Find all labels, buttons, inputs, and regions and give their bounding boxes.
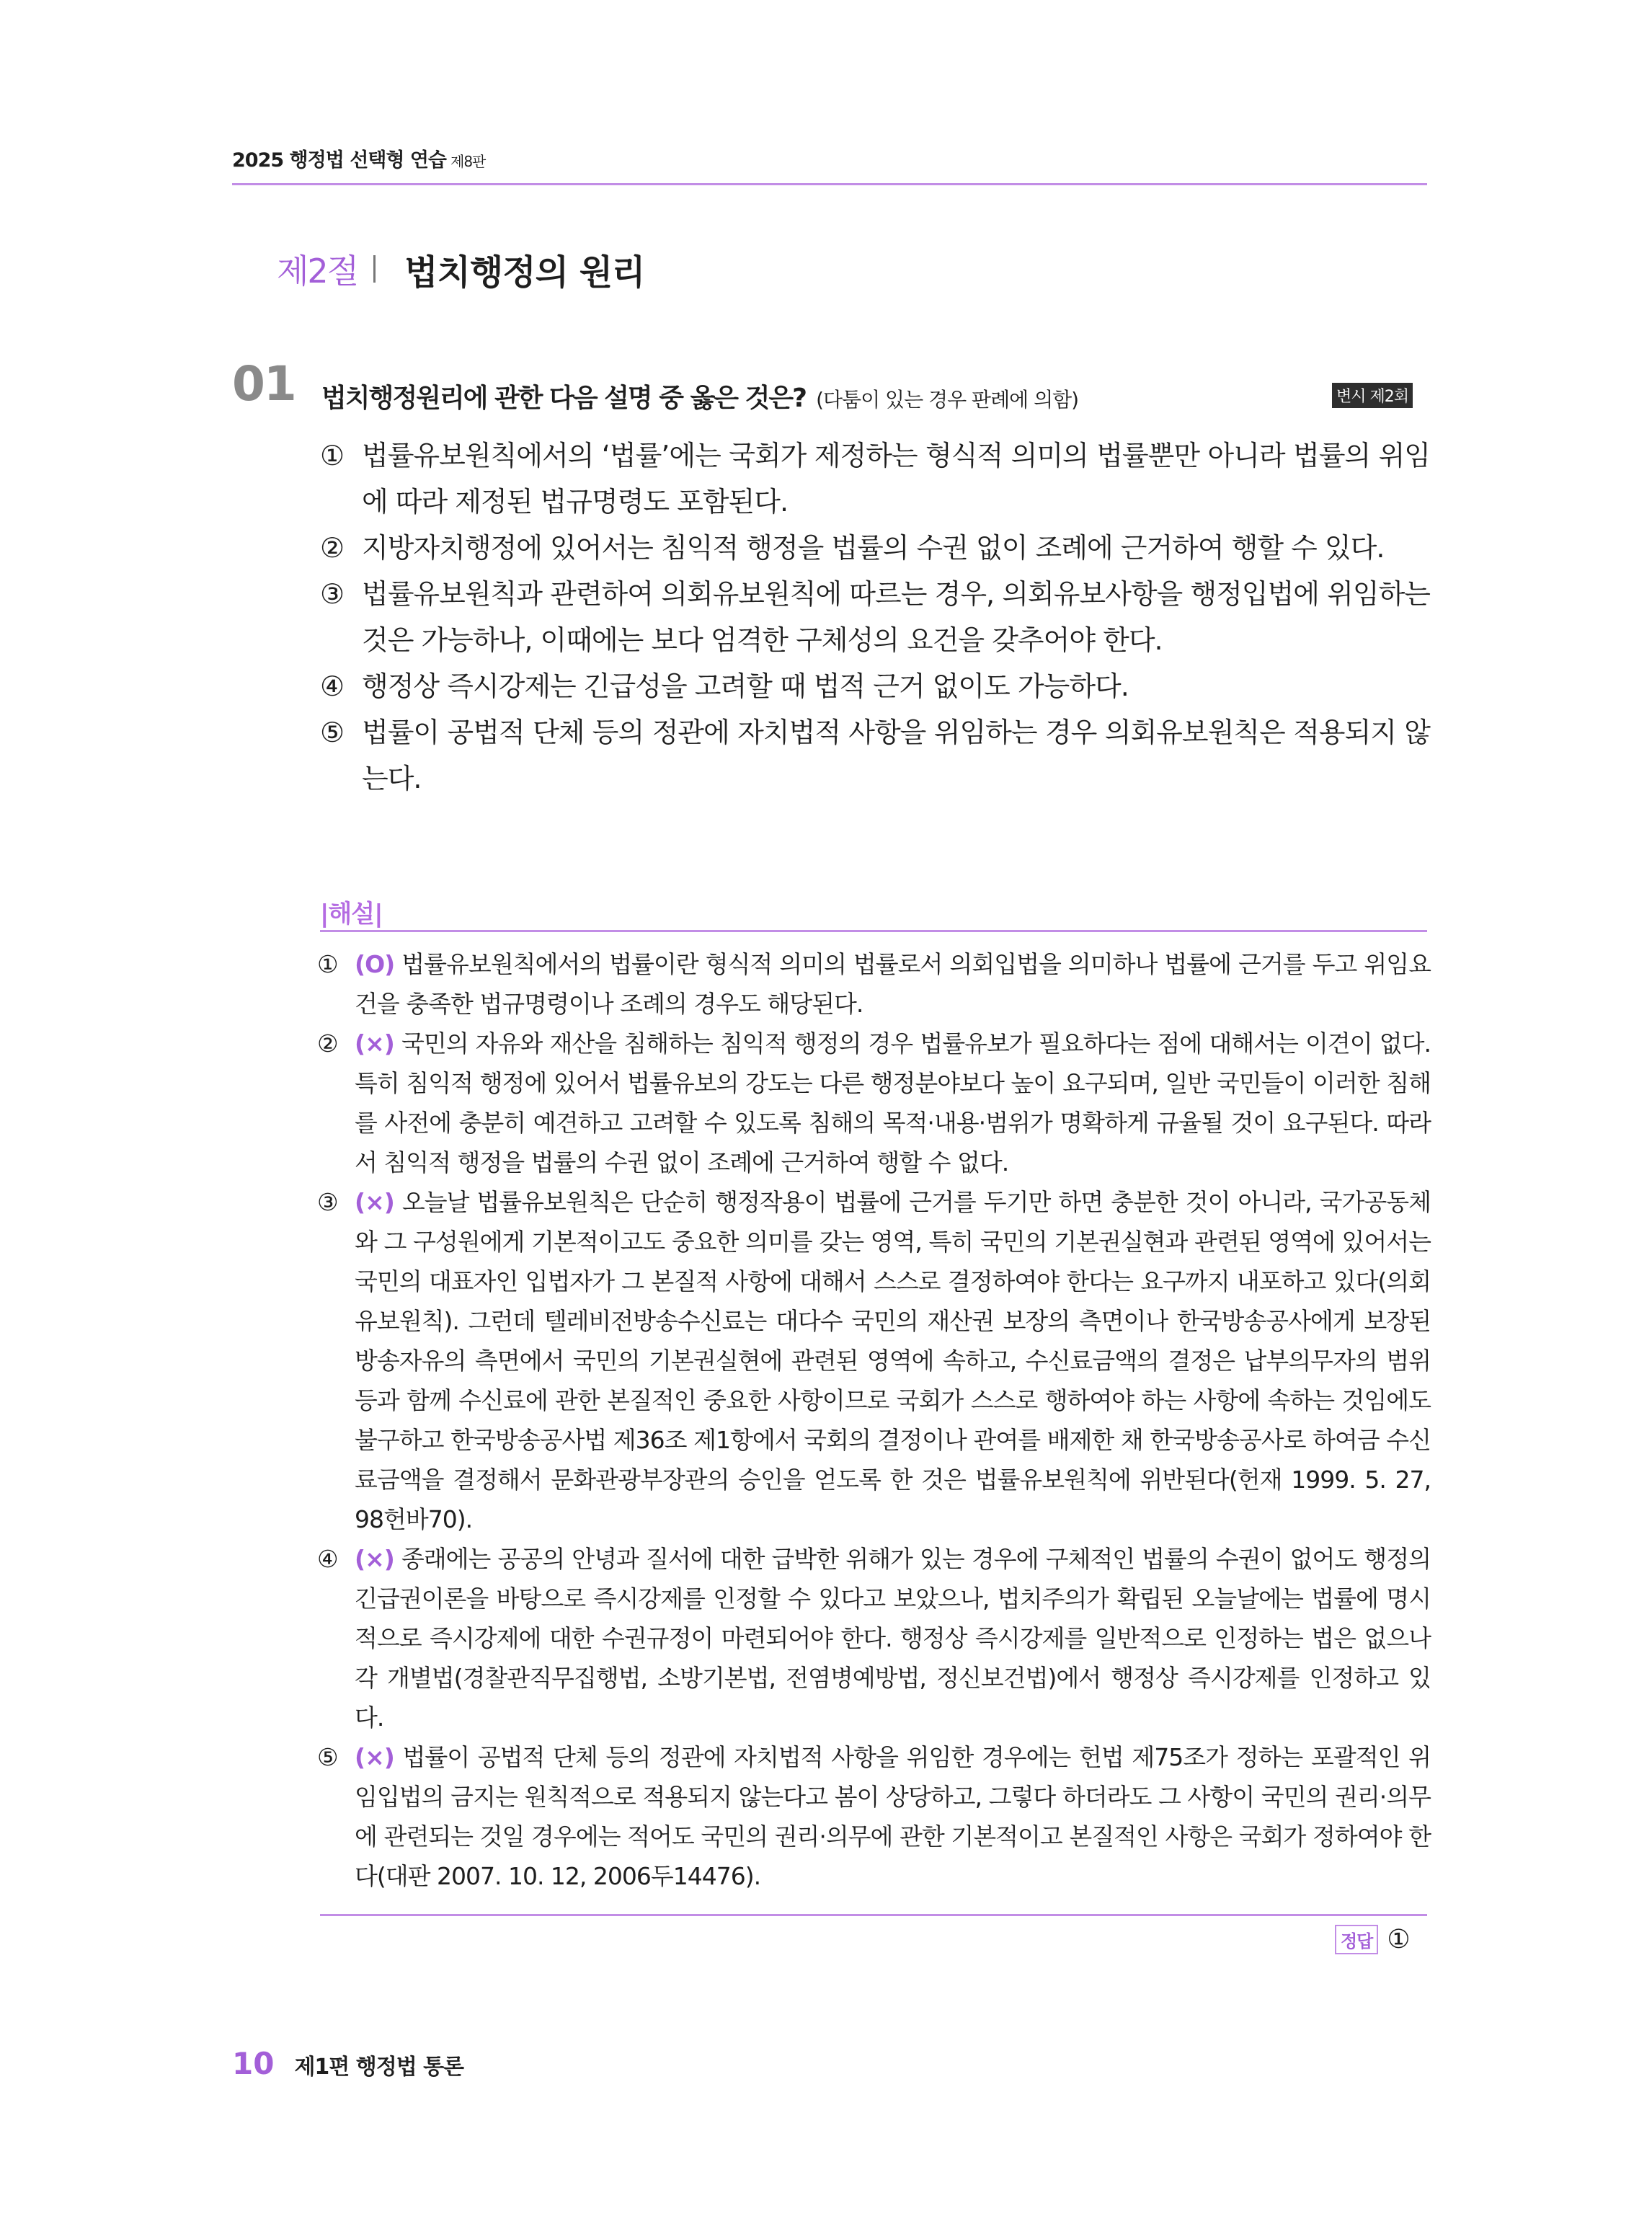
explanation-mark: ② bbox=[317, 1029, 338, 1058]
part-title: 제1편 행정법 통론 bbox=[294, 2055, 464, 2080]
section-title: 법치행정의 원리 bbox=[404, 252, 645, 293]
verdict-label: (×) bbox=[355, 1545, 394, 1573]
explanation-mark: ① bbox=[317, 950, 338, 978]
verdict-label: (×) bbox=[355, 1743, 394, 1771]
explanation-mark: ③ bbox=[317, 1188, 338, 1216]
option-mark: ② bbox=[320, 532, 345, 564]
option-text: 법률유보원칙과 관련하여 의회유보원칙에 따르는 경우, 의회유보사항을 행정입법에 위임하는 것은 가능하나, 이때에는 보다 엄격한 구체성의 요건을 갖추어야 한다. bbox=[362, 578, 1430, 656]
question-stem bbox=[321, 378, 1078, 415]
explanation-label: |해설| bbox=[320, 900, 383, 929]
explanation-body bbox=[355, 1539, 1431, 1737]
option-2 bbox=[320, 525, 1430, 571]
option-3 bbox=[320, 571, 1430, 663]
option-mark: ① bbox=[320, 440, 345, 471]
explanation-body bbox=[355, 1737, 1431, 1896]
option-text: 지방자치행정에 있어서는 침익적 행정을 법률의 수권 없이 조례에 근거하여 행할 수 있다. bbox=[362, 532, 1385, 564]
explanation-list bbox=[317, 944, 1431, 1896]
option-text: 행정상 즉시강제는 긴급성을 고려할 때 법적 근거 없이도 가능하다. bbox=[362, 670, 1129, 702]
option-text: 법률유보원칙에서의 ‘법률’에는 국회가 제정하는 형식적 의미의 법률뿐만 아니라 법률의 위임에 따라 제정된 법규명령도 포함된다. bbox=[362, 440, 1430, 518]
explanation-item-5 bbox=[317, 1737, 1431, 1896]
explanation-item-3 bbox=[317, 1182, 1431, 1539]
explanation-body bbox=[355, 944, 1431, 1024]
edition-label: 제8판 bbox=[450, 153, 486, 170]
explanation-text: 국민의 자유와 재산을 침해하는 침익적 행정의 경우 법률유보가 필요하다는 점에 대해서는 이견이 없다. 특히 침익적 행정에 있어서 법률유보의 강도는 다른 행정분야보다 높이 요구되며, 일반 국민들이 이러한 침해를 사전에 충분히 예견하고 고려할 수 있도록 침해의 목적·내용·범위가 명확하게 규율될 것이 요구된다. 따라서 침익적 행정을 법률의 수권 없이 조례에 근거하여 행할 수 없다. bbox=[355, 1029, 1431, 1176]
verdict-label: (O) bbox=[355, 950, 395, 978]
explanation-divider-bottom bbox=[320, 1914, 1427, 1916]
option-mark: ⑤ bbox=[320, 717, 345, 748]
question-text: 법치행정원리에 관한 다음 설명 중 옳은 것은? bbox=[321, 384, 807, 413]
option-mark: ④ bbox=[320, 670, 345, 702]
explanation-text: 법률이 공법적 단체 등의 정관에 자치법적 사항을 위임한 경우에는 헌법 제75조가 정하는 포괄적인 위임입법의 금지는 원칙적으로 적용되지 않는다고 봄이 상당하고, 그렇다 하더라도 그 사항이 국민의 권리·의무에 관련되는 것일 경우에는 적어도 국민의 권리·의무에 관한 기본적이고 본질적인 사항은 국회가 정하여야 한다(대판 2007. 10. 12, 2006두14476). bbox=[355, 1743, 1431, 1890]
explanation-text: 종래에는 공공의 안녕과 질서에 대한 급박한 위해가 있는 경우에 구체적인 법률의 수권이 없어도 행정의 긴급권이론을 바탕으로 즉시강제를 인정할 수 있다고 보았으나, 법치주의가 확립된 오늘날에는 법률에 명시적으로 즉시강제에 대한 수권규정이 마련되어야 한다. 행정상 즉시강제를 일반적으로 인정하는 법은 없으나 각 개별법(경찰관직무집행법, 소방기본법, 전염병예방법, 정신보건법)에서 행정상 즉시강제를 인정하고 있다. bbox=[355, 1545, 1431, 1732]
book-title: 2025 행정법 선택형 연습 bbox=[232, 149, 447, 172]
verdict-label: (×) bbox=[355, 1029, 394, 1058]
explanation-mark: ⑤ bbox=[317, 1743, 338, 1771]
option-mark: ③ bbox=[320, 578, 345, 610]
page-number: 10 bbox=[232, 2046, 275, 2081]
exam-source-badge: 변시 제2회 bbox=[1332, 383, 1413, 408]
section-heading bbox=[277, 244, 644, 294]
option-4 bbox=[320, 663, 1430, 709]
option-1 bbox=[320, 433, 1430, 525]
page-footer bbox=[232, 2046, 463, 2081]
option-5 bbox=[320, 709, 1430, 802]
question-number: 01 bbox=[232, 356, 296, 412]
answer-options bbox=[320, 433, 1430, 802]
section-divider bbox=[373, 255, 376, 283]
verdict-label: (×) bbox=[355, 1188, 394, 1216]
explanation-text: 오늘날 법률유보원칙은 단순히 행정작용이 법률에 근거를 두기만 하면 충분한 것이 아니라, 국가공동체와 그 구성원에게 기본적이고도 중요한 의미를 갖는 영역, 특히 국민의 기본권실현과 관련된 영역에 있어서는 국민의 대표자인 입법자가 그 본질적 사항에 대해서 스스로 결정하여야 한다는 요구까지 내포하고 있다(의회유보원칙). 그런데 텔레비전방송수신료는 대다수 국민의 재산권 보장의 측면이나 한국방송공사에게 보장된 방송자유의 측면에서 국민의 기본권실현에 관련된 영역에 속하고, 수신료금액의 결정은 납부의무자의 범위 등과 함께 수신료에 관한 본질적인 중요한 사항이므로 국회가 스스로 행하여야 하는 사항에 속하는 것임에도 불구하고 한국방송공사법 제36조 제1항에서 국회의 결정이나 관여를 배제한 채 한국방송공사로 하여금 수신료금액을 결정해서 문화관광부장관의 승인을 얻도록 한 것은 법률유보원칙에 위반된다(헌재 1999. 5. 27, 98헌바70). bbox=[355, 1188, 1431, 1533]
explanation-body bbox=[355, 1182, 1431, 1539]
explanation-item-2 bbox=[317, 1024, 1431, 1182]
explanation-text: 법률유보원칙에서의 법률이란 형식적 의미의 법률로서 의회입법을 의미하나 법률에 근거를 두고 위임요건을 충족한 법규명령이나 조례의 경우도 해당된다. bbox=[355, 950, 1431, 1018]
explanation-item-1 bbox=[317, 944, 1431, 1024]
question-note: (다툼이 있는 경우 판례에 의함) bbox=[816, 388, 1079, 412]
section-number: 제2절 bbox=[277, 252, 358, 291]
answer-value: ① bbox=[1387, 1925, 1411, 1954]
explanation-body bbox=[355, 1024, 1431, 1182]
answer-key bbox=[1335, 1925, 1411, 1954]
header-divider bbox=[232, 183, 1427, 185]
running-header bbox=[232, 144, 485, 172]
explanation-item-4 bbox=[317, 1539, 1431, 1737]
option-text: 법률이 공법적 단체 등의 정관에 자치법적 사항을 위임하는 경우 의회유보원칙은 적용되지 않는다. bbox=[362, 717, 1430, 794]
explanation-divider-top bbox=[320, 930, 1427, 932]
explanation-mark: ④ bbox=[317, 1545, 338, 1573]
answer-badge: 정답 bbox=[1335, 1925, 1378, 1954]
